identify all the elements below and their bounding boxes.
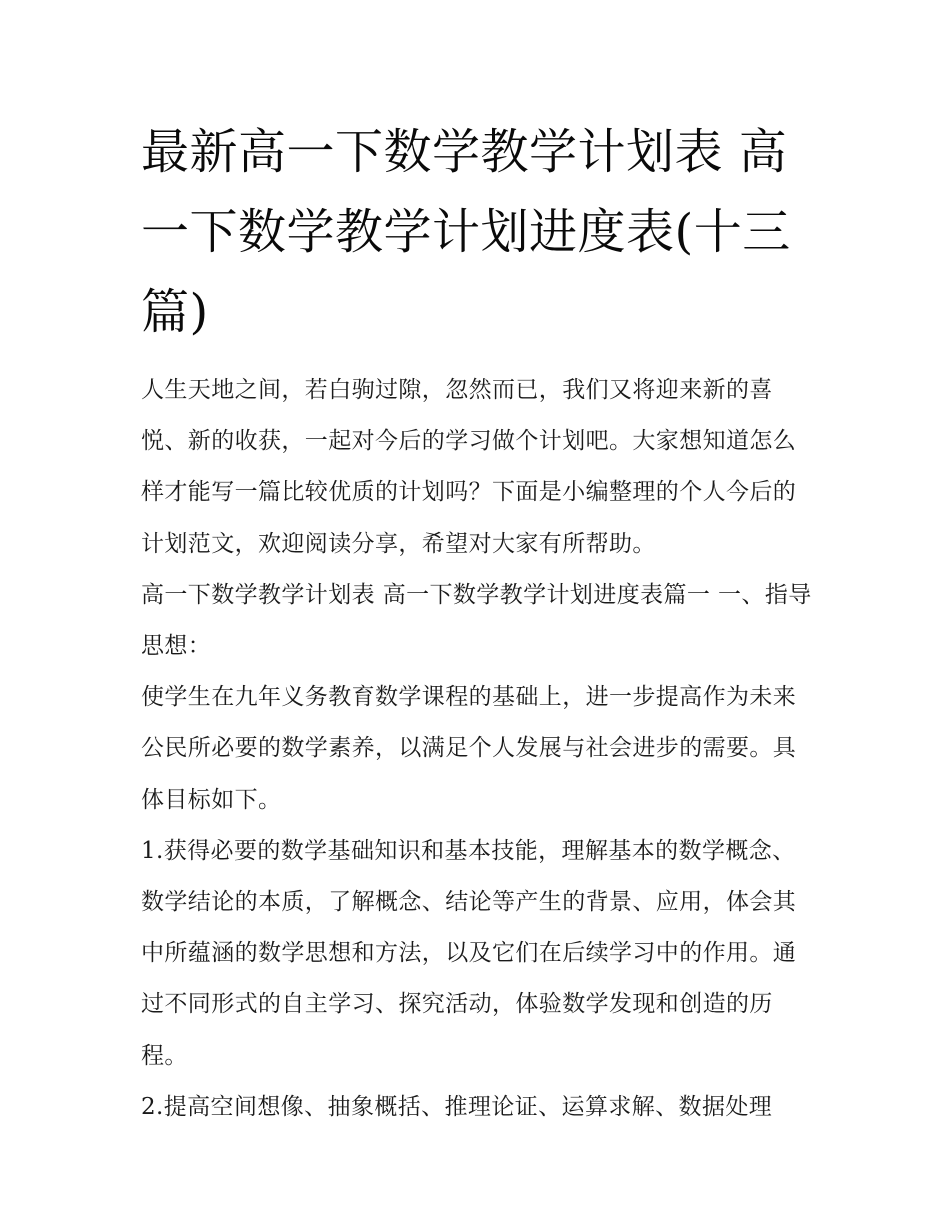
document-title: 最新高一下数学教学计划表 高一下数学教学计划进度表(十三篇) <box>141 124 791 340</box>
list-item-2: 2.提高空间想像、抽象概括、推理论证、运算求解、数据处理 <box>141 1093 773 1120</box>
document-page <box>141 112 813 1133</box>
goal-paragraph: 使学生在九年义务教育数学课程的基础上，进一步提高作为未来公民所必要的数学素养，以满足个人发展与社会进步的需要。具体目标如下。 <box>141 684 797 813</box>
document-body <box>141 365 813 1133</box>
intro-paragraph: 人生天地之间，若白驹过隙，忽然而已，我们又将迎来新的喜悦、新的收获，一起对今后的学习做个计划吧。大家想知道怎么样才能写一篇比较优质的计划吗？下面是小编整理的个人今后的计划范文，欢迎阅读分享，希望对大家有所帮助。 <box>141 377 797 557</box>
section-heading-paragraph: 高一下数学教学计划表 高一下数学教学计划进度表篇一 一、指导思想： <box>141 581 812 660</box>
list-item-1: 1.获得必要的数学基础知识和基本技能，理解基本的数学概念、数学结论的本质，了解概念、结论等产生的背景、应用，体会其中所蕴涵的数学思想和方法，以及它们在后续学习中的作用。通过不同形式的自主学习、探究活动，体验数学发现和创造的历程。 <box>141 837 797 1069</box>
